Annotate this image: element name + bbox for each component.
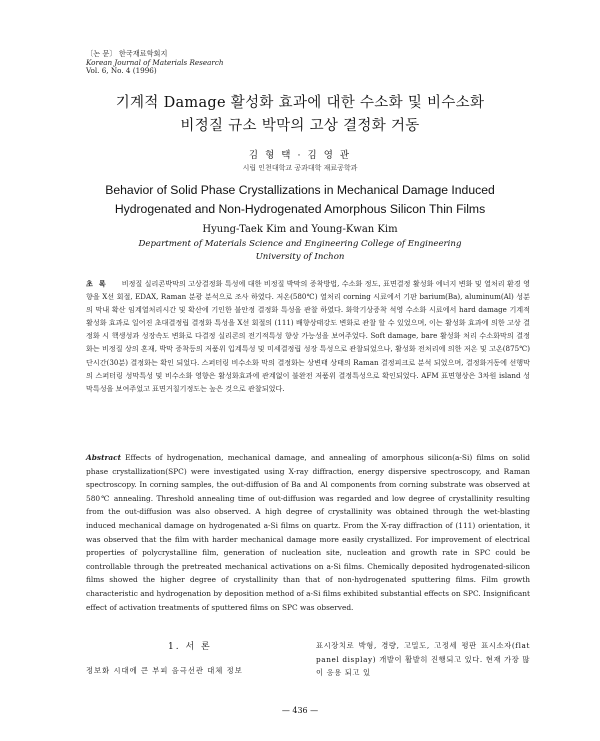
body-text-left-column: 정보화 시대에 큰 부피 음극선관 대체 정보 <box>86 666 243 675</box>
english-abstract-text: Effects of hydrogenation, mechanical damage, and annealing of amorphous silicon(a-Si) films on solid phase crystallization(SPC) were investigated using X-ray diffraction, energy dispersive spectroscopy, and Raman spectroscopy. In corning samples, the out-diffusion of Ba and Al components from corning substrate was observed at 580℃ annealing. Threshold annealing time of out-diffusion was regarded and low degree of crystallinity resulting from the out-diffusion was also observed. A high degree of crystallinity was obtained through the wet-blasting induced mechanical damage on hydrogenated a-Si films on quartz. From the X-ray diffraction of (111) orientation, it was observed that the film with harder mechanical damage more easily crystallized. For improvement of electrical properties of polycrystalline film, generation of nucleation site, nucleation and growth rate in SPC could be controllable through the pretreated mechanical activations on a-Si films. Chemically deposited hydrogenated-silicon films showed the higher degree of crystallinity than that of non-hydrogenated sputtering films. Film growth characteristic and hydrogenation by deposition method of a-Si films exhibited substantial effects on SPC. Insignificant effect of activation treatments of sputtered films on SPC was observed. <box>86 453 530 612</box>
korean-title-line1: 기계적 Damage 활성화 효과에 대한 수소화 및 비수소화 <box>115 95 485 111</box>
english-affiliation-line1: Department of Materials Science and Engineering College of Engineering <box>138 239 462 249</box>
body-text-right-column: 표시장치로 박형, 경량, 고밀도, 고정세 평판 표시소자(flat panel display) 개발이 활발히 진행되고 있다. 현재 가장 많이 응용 되고 있 <box>316 641 530 677</box>
english-title-line1: Behavior of Solid Phase Crystallizations in Mechanical Damage Induced <box>105 183 495 197</box>
section-heading-introduction: 1. 서 론 <box>168 642 212 652</box>
journal-header-korean: 〔논 문〕 한국재료학회지 <box>86 49 168 58</box>
korean-title <box>0 92 600 138</box>
english-title <box>0 181 600 219</box>
english-authors: Hyung-Taek Kim and Young-Kwan Kim <box>202 224 398 235</box>
journal-header <box>86 50 224 76</box>
journal-volume: Vol. 6, No. 4 (1996) <box>86 66 157 76</box>
english-abstract <box>86 451 530 614</box>
korean-abstract-label: 초록 <box>86 279 112 288</box>
english-title-line2: Hydrogenated and Non-Hydrogenated Amorphous Silicon Thin Films <box>114 202 486 216</box>
journal-header-english: Korean Journal of Materials Research <box>86 57 224 67</box>
korean-affiliation: 시립 인천대학교 공과대학 재료공학과 <box>242 164 358 172</box>
korean-title-line2: 비정질 규소 박막의 고상 결정화 거동 <box>180 118 420 134</box>
korean-abstract-text: 비정질 실리콘박막의 고상결정화 특성에 대한 비정질 박막의 증착방법, 수소화 정도, 표면결정 활성화 에너지 변화 및 열처리 환경 영향을 X선 회절, EDAX, Raman 분광 분석으로 조사 하였다. 저온(580℃) 열처리 corning 시료에서 기판 barium(Ba), aluminum(Al) 성분의 막내 확산 임계열처리시간 및 확산에 기인한 불안정 결정화 특성을 관찰 하였다. 화학기상증착 석영 수소화 시료에서 hard damage 기계적 활성화 효과로 일어진 초대결정립 결정화 특성을 X선 회절의 (111) 배향상태강도 변화로 관찰 할 수 있었으며, 이는 활성화 효과에 의한 고상 결정화 시 핵생성과 성장속도 변화로 다결정 실리콘의 전기적특성 향상 가능성을 보여주었다. Soft damage, bare 활성화 처리 수소화막의 결정화는 비정질 상의 혼재, 박막 증착등의 저품위 입계특성 및 미세결정립 성장 특성으로 관찰되었으나, 활성화 전처리에 의한 저온 및 고온(875℃) 단시간(30분) 결정화는 확인 되었다. 스퍼터링 비수소화 막의 결정화는 상변태 상태의 Raman 결정피크로 분석 되었으며, 결정화거동에 선행막의 스퍼터링 성막특성 및 비수소화 영향은 활성화효과에 관계없이 불완전 저품위 결정특성으로 확인되었다. AFM 표면형상은 3차원 island 성막특성을 보여주었고 표면거칠기정도는 높은 것으로 관찰되었다. <box>86 279 530 393</box>
english-abstract-label: Abstract <box>86 453 122 462</box>
korean-abstract <box>86 277 530 395</box>
english-affiliation-line2: University of Inchon <box>255 252 345 262</box>
page-number: — 436 — <box>281 706 319 715</box>
english-affiliation <box>0 238 600 264</box>
korean-authors: 김 형 택 · 김 영 관 <box>248 150 352 161</box>
